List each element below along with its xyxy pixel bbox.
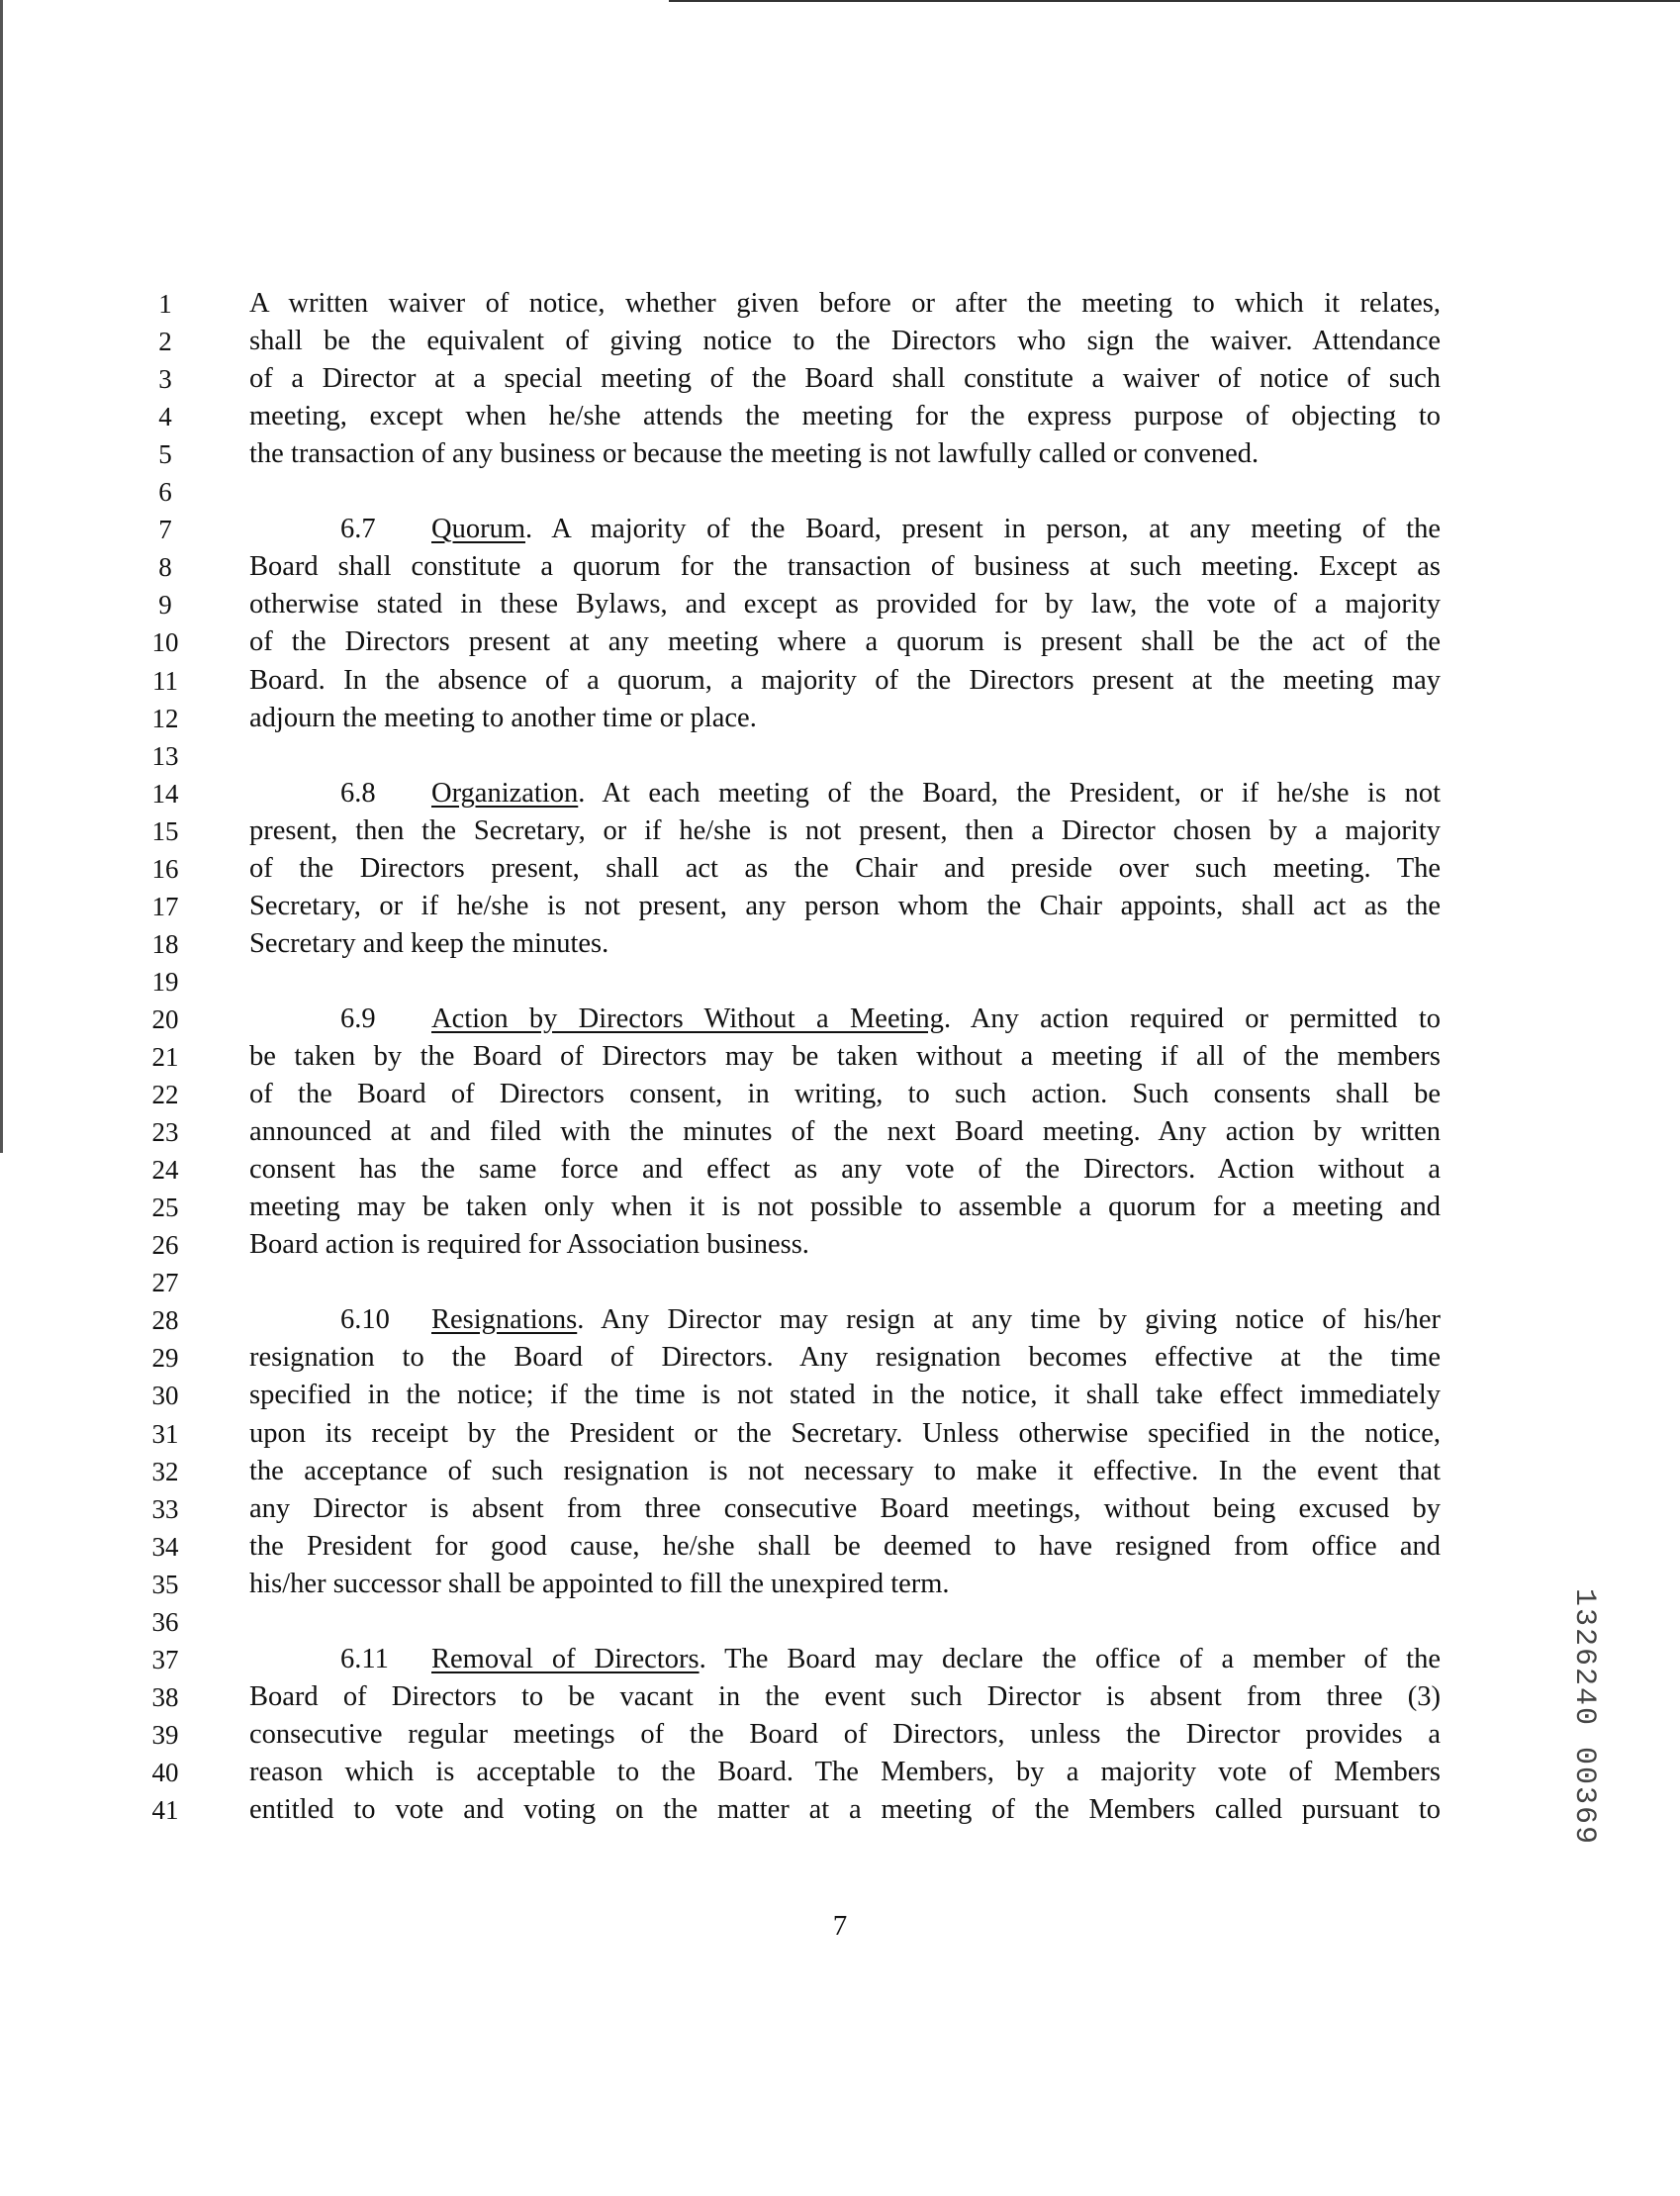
text-line: Board action is required for Association business. <box>249 1229 809 1260</box>
line-number: 3 <box>158 364 172 394</box>
line-number: 16 <box>151 854 179 884</box>
line-number: 22 <box>151 1080 179 1109</box>
text-line: entitled to vote and voting on the matter at a meeting of the Members called pursuant to <box>249 1794 1441 1825</box>
line-number: 12 <box>151 704 179 733</box>
line-number: 20 <box>151 1004 179 1034</box>
line-number: 17 <box>151 892 179 921</box>
line-number: 27 <box>151 1268 179 1297</box>
line-number: 1 <box>158 289 172 319</box>
text-line: be taken by the Board of Directors may be taken without a meeting if all of the members <box>249 1041 1441 1072</box>
text-line <box>249 1301 1441 1339</box>
text-line: Secretary, or if he/she is not present, any person whom the Chair appoints, shall act as the <box>249 891 1441 921</box>
text-line: resignation to the Board of Directors. Any resignation becomes effective at the time <box>249 1342 1441 1373</box>
line-number: 34 <box>151 1532 179 1562</box>
line-number: 41 <box>151 1795 179 1825</box>
text-line: Board of Directors to be vacant in the event such Director is absent from three (3) <box>249 1681 1441 1712</box>
text-line: adjourn the meeting to another time or place. <box>249 703 757 733</box>
line-number: 11 <box>152 666 178 696</box>
text-line: his/her successor shall be appointed to fill the unexpired term. <box>249 1569 950 1599</box>
section-text: . At each meeting of the Board, the President, or if he/she is not <box>578 778 1441 809</box>
text-line <box>249 775 1441 812</box>
section-heading: Action by Directors Without a Meeting <box>431 1003 944 1034</box>
scan-top-rule <box>669 0 1680 2</box>
line-number: 28 <box>151 1305 179 1335</box>
line-number: 21 <box>151 1042 179 1072</box>
line-number: 8 <box>158 552 172 582</box>
line-number: 7 <box>158 515 172 544</box>
text-line: upon its receipt by the President or the Secretary. Unless otherwise specified in the notice, <box>249 1418 1441 1449</box>
section-number: 6.9 <box>340 1003 376 1034</box>
section-number: 6.7 <box>340 514 376 544</box>
line-number: 39 <box>151 1720 179 1750</box>
text-line: the transaction of any business or because the meeting is not lawfully called or convened. <box>249 438 1260 469</box>
line-number: 35 <box>151 1570 179 1599</box>
document-stamp: 1326240 00369 <box>1567 1588 1601 1847</box>
section-heading: Quorum <box>431 514 525 544</box>
text-line <box>249 1641 1441 1678</box>
line-number: 2 <box>158 327 172 356</box>
text-line: the acceptance of such resignation is not necessary to make it effective. In the event that <box>249 1456 1441 1486</box>
text-line: present, then the Secretary, or if he/she is not present, then a Director chosen by a majority <box>249 815 1441 846</box>
section-heading: Resignations <box>431 1304 578 1335</box>
text-line: Board shall constitute a quorum for the transaction of business at such meeting. Except as <box>249 551 1441 582</box>
text-line: of the Board of Directors consent, in writing, to such action. Such consents shall be <box>249 1079 1441 1109</box>
text-line: consent has the same force and effect as any vote of the Directors. Action without a <box>249 1154 1441 1185</box>
text-line <box>249 511 1441 548</box>
line-number: 9 <box>158 590 172 620</box>
section-text: . The Board may declare the office of a member of the <box>699 1644 1441 1674</box>
text-line: specified in the notice; if the time is not stated in the notice, it shall take effect immediately <box>249 1380 1441 1410</box>
section-number: 6.8 <box>340 778 376 809</box>
text-line: otherwise stated in these Bylaws, and except as provided for by law, the vote of a majority <box>249 589 1441 620</box>
line-number: 23 <box>151 1117 179 1147</box>
line-number: 31 <box>151 1419 179 1449</box>
text-line <box>249 1001 1441 1038</box>
line-number: 14 <box>151 779 179 809</box>
line-number: 6 <box>158 477 172 507</box>
line-number: 19 <box>151 967 179 997</box>
line-number: 5 <box>158 439 172 469</box>
text-line: meeting, except when he/she attends the meeting for the express purpose of objecting to <box>249 401 1441 431</box>
line-number: 38 <box>151 1682 179 1712</box>
text-line: shall be the equivalent of giving notice to the Directors who sign the waiver. Attendance <box>249 326 1441 356</box>
text-line: meeting may be taken only when it is not possible to assemble a quorum for a meeting and <box>249 1192 1441 1222</box>
text-line: A written waiver of notice, whether given before or after the meeting to which it relates, <box>249 288 1441 319</box>
line-number: 15 <box>151 816 179 846</box>
line-number: 36 <box>151 1607 179 1637</box>
section-text: . A majority of the Board, present in person, at any meeting of the <box>525 514 1441 544</box>
line-number: 37 <box>151 1645 179 1674</box>
scan-left-edge <box>0 0 3 1153</box>
line-number: 40 <box>151 1758 179 1787</box>
line-number: 33 <box>151 1494 179 1524</box>
section-text: . Any action required or permitted to <box>943 1003 1442 1034</box>
section-heading: Removal of Directors <box>431 1644 700 1674</box>
line-number: 13 <box>151 741 179 771</box>
page-number: 7 <box>832 1910 848 1942</box>
text-line: Secretary and keep the minutes. <box>249 928 609 959</box>
line-number: 24 <box>151 1155 179 1185</box>
section-number: 6.11 <box>340 1644 389 1674</box>
line-number: 4 <box>158 402 172 431</box>
line-number: 25 <box>151 1193 179 1222</box>
line-number: 18 <box>151 929 179 959</box>
text-line: Board. In the absence of a quorum, a majority of the Directors present at the meeting may <box>249 665 1441 696</box>
section-text: . Any Director may resign at any time by giving notice of his/her <box>577 1304 1441 1335</box>
section-heading: Organization <box>431 778 579 809</box>
text-line: of the Directors present, shall act as the Chair and preside over such meeting. The <box>249 853 1441 884</box>
text-line: of the Directors present at any meeting where a quorum is present shall be the act of the <box>249 626 1441 657</box>
line-number: 32 <box>151 1457 179 1486</box>
text-line: of a Director at a special meeting of the Board shall constitute a waiver of notice of such <box>249 363 1441 394</box>
line-number: 29 <box>151 1343 179 1373</box>
line-number: 10 <box>151 627 179 657</box>
line-number: 26 <box>151 1230 179 1260</box>
line-number: 30 <box>151 1381 179 1410</box>
text-line: reason which is acceptable to the Board. The Members, by a majority vote of Members <box>249 1757 1441 1787</box>
text-line: announced at and filed with the minutes of the next Board meeting. Any action by written <box>249 1116 1441 1147</box>
text-line: the President for good cause, he/she shall be deemed to have resigned from office and <box>249 1531 1441 1562</box>
section-number: 6.10 <box>340 1304 390 1335</box>
text-line: consecutive regular meetings of the Board of Directors, unless the Director provides a <box>249 1719 1441 1750</box>
text-line: any Director is absent from three consecutive Board meetings, without being excused by <box>249 1493 1441 1524</box>
